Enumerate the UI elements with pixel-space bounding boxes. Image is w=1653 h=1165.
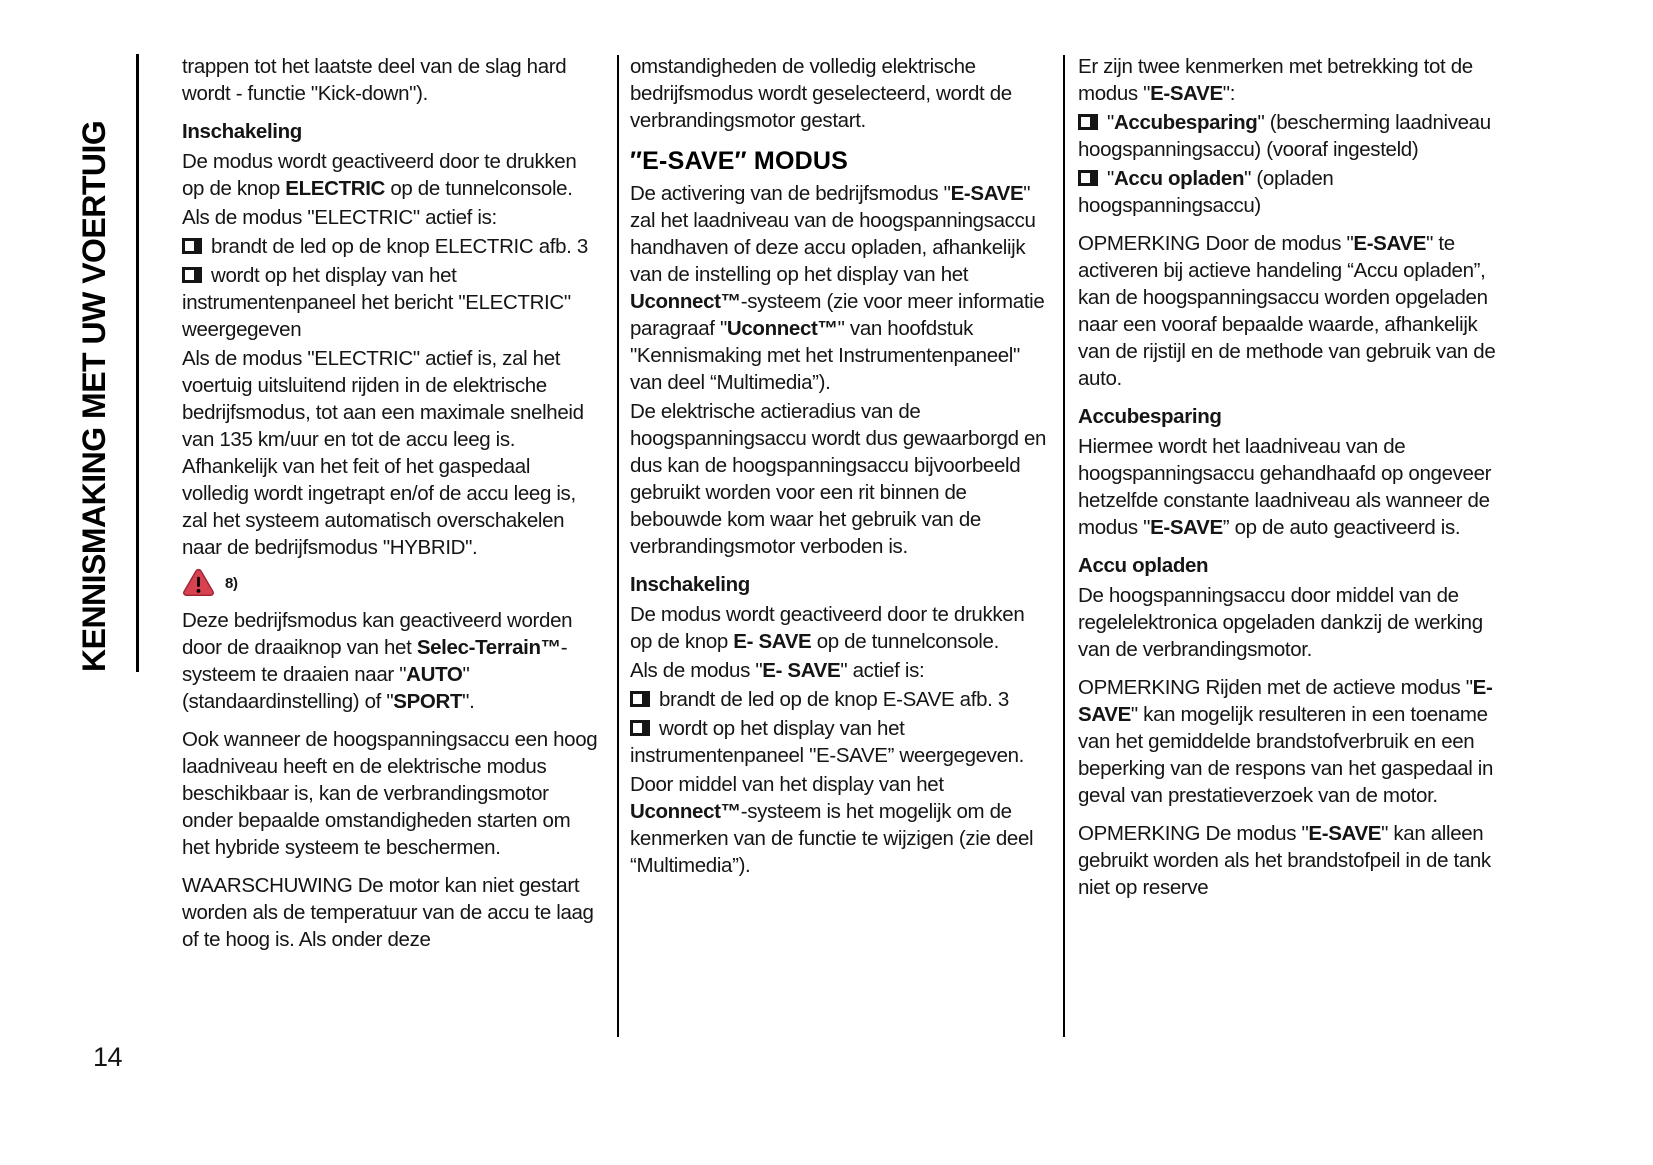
text-run: Ook wanneer de hoogspanningsaccu een hoog laadniveau heeft en de elektrische modus beschikbaar is, kan de verbrandingsmotor onder bepaalde omstandigheden starten om het hybride systeem te beschermen. (182, 728, 598, 859)
paragraph (1078, 433, 1500, 541)
text-run: wordt op het display van het instrumentenpaneel het bericht "ELECTRIC" weergegeven (182, 264, 571, 341)
chapter-title-vertical: KENNISMAKING MET UW VOERTUIG (76, 120, 112, 672)
bold-text-run: Inschakeling (182, 120, 302, 143)
text-run: " (1107, 111, 1114, 134)
paragraph (182, 204, 602, 231)
paragraph (630, 398, 1050, 560)
paragraph (1078, 230, 1500, 392)
text-run: -systeem is het mogelijk om de kenmerken van de functie te wijzigen (zie deel “Multimedia”). (630, 800, 1034, 877)
text-column-3 (1078, 53, 1500, 903)
bold-text-run: Uconnect™ (630, 290, 741, 313)
text-run: Deze bedrijfsmodus kan geactiveerd worden door de draaiknop van het (182, 609, 573, 659)
column-divider-2 (1063, 55, 1065, 1037)
text-run: " van hoofdstuk "Kennismaking met het Instrumentenpaneel" van deel “Multimedia”). (630, 317, 1020, 394)
bold-text-run: E-SAVE (1150, 516, 1223, 539)
text-run: Als de modus " (630, 659, 763, 682)
bold-text-run: Uconnect™ (726, 317, 838, 340)
bold-text-run: E- SAVE (762, 659, 841, 682)
text-run: " (opladen hoogspanningsaccu) (1078, 167, 1334, 217)
text-run: WAARSCHUWING De motor kan niet gestart worden als de temperatuur van de accu te laag of te hoog is. Als onder deze (182, 874, 594, 951)
bold-text-run: SPORT (393, 690, 463, 713)
paragraph (182, 607, 602, 715)
text-run: " zal het laadniveau van de hoogspanningsaccu handhaven of deze accu opladen, afhankelijk van de instelling op het display van het (630, 182, 1036, 286)
text-run: De modus wordt geactiveerd door te drukken op de knop (630, 603, 1025, 653)
paragraph (182, 726, 602, 861)
text-run: op de tunnelconsole. (811, 630, 999, 653)
sub-heading (1078, 552, 1500, 579)
square-bullet-icon (630, 720, 650, 736)
bullet-item (182, 262, 602, 343)
text-run: Door middel van het display van het (630, 773, 944, 796)
text-run: De elektrische actieradius van de hoogspanningsaccu wordt dus gewaarborgd en dus kan de hoogspanningsaccu bijvoorbeeld gebruikt worden voor een rit binnen de bebouwde kom waar het gebruik van de verbrandingsmotor verboden is. (630, 400, 1047, 558)
section-title (630, 148, 1050, 175)
paragraph (1078, 674, 1500, 809)
bold-text-run: E-SAVE (950, 182, 1024, 205)
text-run: wordt op het display van het instrumentenpaneel "E-SAVE” weergegeven. (630, 717, 1025, 767)
text-run: " actief is: (840, 659, 925, 682)
bold-text-run: ″E-SAVE″ MODUS (630, 147, 848, 175)
square-bullet-icon (182, 267, 202, 283)
bold-text-run: E-SAVE (1353, 232, 1427, 255)
square-bullet-icon (1078, 114, 1098, 130)
bold-text-run: ELECTRIC (285, 177, 385, 200)
bold-text-run: E-SAVE (1308, 822, 1382, 845)
sidebar-rule (136, 54, 139, 672)
bold-text-run: Accu opladen (1113, 167, 1245, 190)
paragraph (630, 771, 1050, 879)
bullet-item (630, 686, 1050, 713)
bold-text-run: E-SAVE (1078, 676, 1493, 726)
bold-text-run: Uconnect™ (630, 800, 741, 823)
paragraph (630, 657, 1050, 684)
paragraph (1078, 53, 1500, 107)
text-run: De activering van de bedrijfsmodus " (630, 182, 951, 205)
text-run: Als de modus "ELECTRIC" actief is: (182, 206, 497, 229)
paragraph (630, 180, 1050, 396)
text-run: OPMERKING Door de modus " (1078, 232, 1354, 255)
text-run: OPMERKING Rijden met de actieve modus " (1078, 676, 1473, 699)
text-run: -systeem (zie voor meer informatie paragraaf " (630, 290, 1045, 340)
text-run: " (bescherming laadniveau hoogspanningsaccu) (vooraf ingesteld) (1078, 111, 1491, 161)
text-run: OPMERKING De modus " (1078, 822, 1309, 845)
bold-text-run: Accubesparing (1113, 111, 1258, 134)
bullet-item (182, 233, 602, 260)
bullet-item (1078, 165, 1500, 219)
text-run: Er zijn twee kenmerken met betrekking tot de modus " (1078, 55, 1473, 105)
bold-text-run: Inschakeling (630, 573, 750, 596)
square-bullet-icon (630, 691, 650, 707)
bullet-item (630, 715, 1050, 769)
paragraph (182, 148, 602, 202)
text-run: " kan mogelijk resulteren in een toename van het gemiddelde brandstofverbruik en een beperking van de respons van het gaspedaal in geval van prestatieverzoek van de motor. (1078, 703, 1494, 807)
square-bullet-icon (1078, 170, 1098, 186)
text-column-1 (182, 53, 602, 955)
paragraph (182, 53, 602, 107)
bold-text-run: Accubesparing (1078, 405, 1222, 428)
text-run: trappen tot het laatste deel van de slag hard wordt - functie "Kick-down"). (182, 55, 567, 105)
bullet-item (1078, 109, 1500, 163)
text-run: Als de modus "ELECTRIC" actief is, zal het voertuig uitsluitend rijden in de elektrische bedrijfsmodus, tot aan een maximale snelheid van 135 km/uur en tot de accu leeg is. Afhankelijk van het feit of het gaspedaal volledig wordt ingetrapt en/of de accu leeg is, zal het systeem automatisch overschakelen naar de bedrijfsmodus "HYBRID". (182, 347, 584, 559)
bold-text-run: AUTO (406, 663, 463, 686)
warning-ref-number: 8) (225, 574, 238, 592)
text-run: " (standaardinstelling) of " (182, 663, 470, 713)
text-run: ". (462, 690, 475, 713)
paragraph (1078, 582, 1500, 663)
square-bullet-icon (182, 238, 202, 254)
bold-text-run: E-SAVE (1150, 82, 1223, 105)
text-run: De hoogspanningsaccu door middel van de regelelektronica opgeladen dankzij de werking van de verbrandingsmotor. (1078, 584, 1483, 661)
text-run: brandt de led op de knop E-SAVE afb. 3 (659, 688, 1009, 711)
text-run: " (1107, 167, 1114, 190)
paragraph (1078, 820, 1500, 901)
paragraph (182, 872, 602, 953)
text-run: ” op de auto geactiveerd is. (1222, 516, 1461, 539)
bold-text-run: E- SAVE (733, 630, 812, 653)
text-run: " kan alleen gebruikt worden als het brandstofpeil in de tank niet op reserve (1078, 822, 1491, 899)
sub-heading (630, 571, 1050, 598)
text-run: -systeem te draaien naar " (182, 636, 568, 686)
text-run: ": (1222, 82, 1236, 105)
text-run: op de tunnelconsole. (385, 177, 573, 200)
paragraph (182, 345, 602, 561)
paragraph (630, 601, 1050, 655)
warning-note (182, 568, 602, 598)
text-column-2 (630, 53, 1050, 881)
paragraph (630, 53, 1050, 134)
warning-triangle-icon (182, 568, 215, 598)
column-divider-1 (617, 55, 619, 1037)
bold-text-run: Selec-Terrain™ (416, 636, 561, 659)
sub-heading (1078, 403, 1500, 430)
text-run: De modus wordt geactiveerd door te drukken op de knop (182, 150, 577, 200)
page-number: 14 (93, 1042, 123, 1072)
sub-heading (182, 118, 602, 145)
text-run: brandt de led op de knop ELECTRIC afb. 3 (211, 235, 588, 258)
text-run: " te activeren bij actieve handeling “Accu opladen”, kan de hoogspanningsaccu worden opgeladen naar een vooraf bepaalde waarde, afhankelijk van de rijstijl en de methode van gebruik van de auto. (1078, 232, 1496, 390)
text-run: omstandigheden de volledig elektrische bedrijfsmodus wordt geselecteerd, wordt de verbrandingsmotor gestart. (630, 55, 1012, 132)
text-run: Hiermee wordt het laadniveau van de hoogspanningsaccu gehandhaafd op ongeveer hetzelfde constante laadniveau als wanneer de modus " (1078, 435, 1492, 539)
bold-text-run: Accu opladen (1078, 554, 1209, 577)
